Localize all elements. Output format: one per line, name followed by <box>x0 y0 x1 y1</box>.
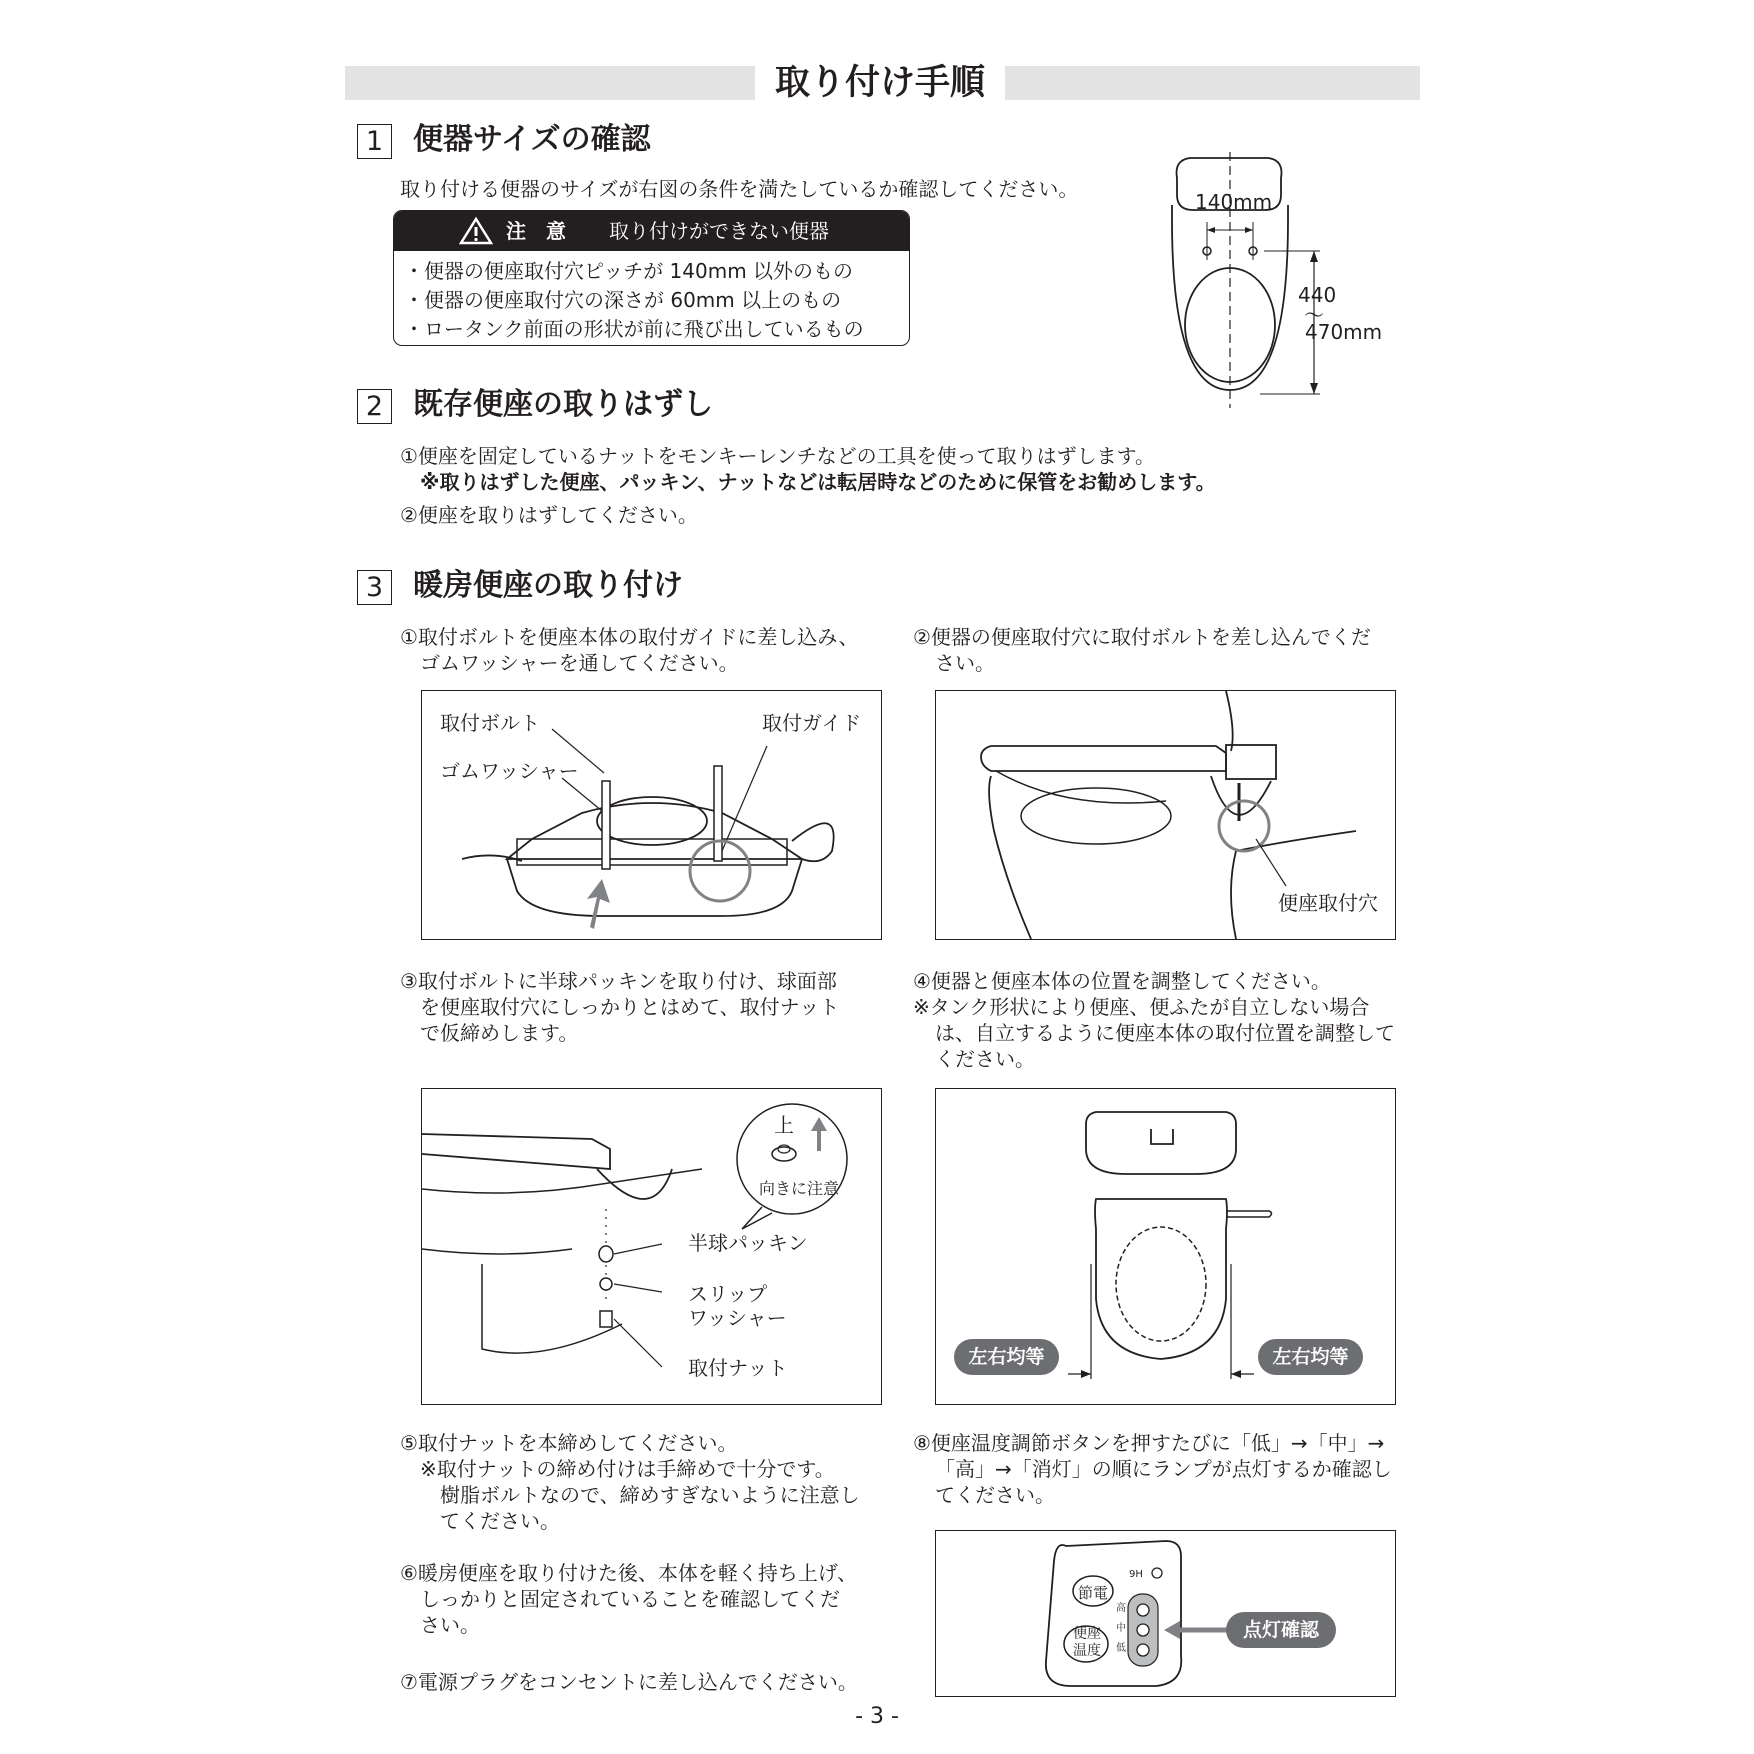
9h-label: 9H <box>1129 1569 1143 1580</box>
fig3-nut-label: 取付ナット <box>688 1356 788 1380</box>
figure-bolt-into-toilet <box>935 690 1396 940</box>
fig1-guide-label: 取付ガイド <box>762 711 862 735</box>
fig3-up-label: 上 <box>774 1113 794 1137</box>
fig1-bolt-label: 取付ボルト <box>440 711 540 735</box>
s3-step2-line2: さい。 <box>935 651 995 675</box>
s3-step3-line2: を便座取付穴にしっかりとはめて、取付ナット <box>420 995 840 1019</box>
fig2-hole-label: 便座取付穴 <box>1278 891 1378 915</box>
section-number-2: 2 <box>357 389 392 424</box>
packing-install-drawing <box>422 1089 881 1404</box>
caution-item: ・便器の便座取付穴の深さが 60mm 以上のもの <box>404 288 842 312</box>
s2-step1: ①便座を固定しているナットをモンキーレンチなどの工具を使って取りはずします。 <box>400 444 1156 468</box>
toilet-size-diagram <box>1160 150 1410 410</box>
caution-item: ・便器の便座取付穴ピッチが 140mm 以外のもの <box>404 259 854 283</box>
section-title-1: 便器サイズの確認 <box>413 122 651 157</box>
fig3-packing-label: 半球パッキン <box>688 1231 808 1255</box>
s3-step6-line3: さい。 <box>420 1613 480 1637</box>
s3-step1-line2: ゴムワッシャーを通してください。 <box>420 651 739 675</box>
s3-step7: ⑦電源プラグをコンセントに差し込んでください。 <box>400 1670 858 1694</box>
level-mid-label: 中 <box>1116 1623 1126 1634</box>
s3-step8-line1: ⑧便座温度調節ボタンを押すたびに「低」→「中」→ <box>913 1431 1385 1455</box>
page-number: - 3 - <box>855 1704 899 1729</box>
page-title: 取り付け手順 <box>755 58 1005 108</box>
s3-step3-line3: で仮締めします。 <box>420 1021 579 1045</box>
figure-position-adjust <box>935 1088 1396 1405</box>
caution-header <box>394 211 909 251</box>
s3-step4-line4: ください。 <box>935 1047 1035 1071</box>
s1-intro: 取り付ける便器のサイズが右図の条件を満たしているか確認してください。 <box>400 177 1079 201</box>
s3-step2-line1: ②便器の便座取付穴に取付ボルトを差し込んでくだ <box>913 625 1371 649</box>
s3-step5-line1: ⑤取付ナットを本締めしてください。 <box>400 1431 738 1455</box>
s3-step4-line1: ④便器と便座本体の位置を調整してください。 <box>913 969 1331 993</box>
dim-pitch-label: 140mm <box>1195 190 1273 214</box>
dim-depth-max-label: 470mm <box>1305 320 1383 344</box>
s2-step2: ②便座を取りはずしてください。 <box>400 503 698 527</box>
caution-title: 取り付けができない便器 <box>609 219 829 243</box>
dim-tilde-label: ～ <box>1304 303 1324 327</box>
s3-step6-line2: しっかりと固定されていることを確認してくだ <box>420 1587 840 1611</box>
s3-step4-line2: ※タンク形状により便座、便ふたが自立しない場合 <box>913 995 1370 1019</box>
figure-control-panel <box>935 1530 1396 1697</box>
seat-temp-line2: 温度 <box>1073 1643 1101 1659</box>
s3-step5-line3: 樹脂ボルトなので、締めすぎないように注意し <box>440 1483 860 1507</box>
level-lo-label: 低 <box>1116 1643 1126 1654</box>
seat-temp-button[interactable] <box>1073 1626 1101 1660</box>
s3-step4-line3: は、自立するように便座本体の取付位置を調整して <box>935 1021 1395 1045</box>
fig3-orient-label: 向きに注意 <box>759 1179 840 1198</box>
section-number-1: 1 <box>357 124 392 159</box>
s3-step5-line4: てください。 <box>440 1509 560 1533</box>
fig3-slip-label: スリップ <box>688 1282 768 1306</box>
eco-button[interactable]: 節電 <box>1078 1584 1109 1602</box>
s3-step1-line1: ①取付ボルトを便座本体の取付ガイドに差し込み、 <box>400 625 859 649</box>
section-title-2: 既存便座の取りはずし <box>413 387 713 422</box>
figure-packing-install <box>421 1088 882 1405</box>
caution-item: ・ロータンク前面の形状が前に飛び出しているもの <box>404 317 864 341</box>
caution-box <box>393 210 910 346</box>
left-even-badge: 左右均等 <box>954 1339 1059 1375</box>
s3-step6-line1: ⑥暖房便座を取り付けた後、本体を軽く持ち上げ、 <box>400 1561 858 1585</box>
level-hi-label: 高 <box>1116 1603 1126 1614</box>
s3-step5-line2: ※取付ナットの締め付けは手締めで十分です。 <box>420 1457 835 1481</box>
s2-note1: ※取りはずした便座、パッキン、ナットなどは転居時などのために保管をお勧めします。 <box>420 470 1216 494</box>
figure-bolt-insertion <box>421 690 882 940</box>
section-number-3: 3 <box>357 570 392 605</box>
s3-step8-line3: てください。 <box>935 1483 1055 1507</box>
fig1-washer-label: ゴムワッシャー <box>440 759 579 783</box>
seat-temp-line1: 便座 <box>1073 1626 1101 1642</box>
warning-icon <box>459 217 493 245</box>
dim-depth-min-label: 440 <box>1298 283 1337 307</box>
fig3-washer-label: ワッシャー <box>688 1306 787 1330</box>
section-title-3: 暖房便座の取り付け <box>413 568 683 603</box>
caution-label: 注 意 <box>506 219 566 243</box>
lamp-check-badge: 点灯確認 <box>1226 1612 1336 1648</box>
s3-step8-line2: 「高」→「消灯」の順にランプが点灯するか確認し <box>935 1457 1392 1481</box>
caution-list <box>404 257 864 344</box>
s3-step3-line1: ③取付ボルトに半球パッキンを取り付け、球面部 <box>400 969 837 993</box>
right-even-badge: 左右均等 <box>1258 1339 1363 1375</box>
